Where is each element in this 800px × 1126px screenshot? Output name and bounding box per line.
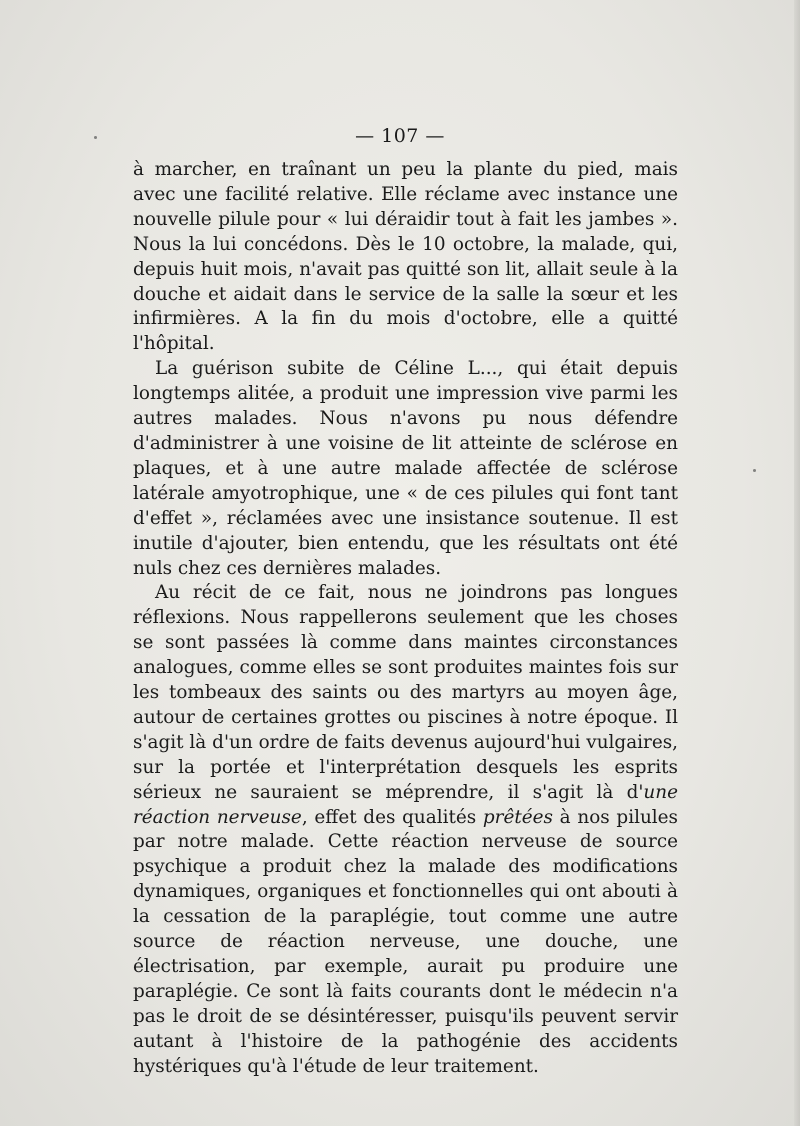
- page-edge: [794, 0, 800, 1126]
- text-run: La guérison subite de Céline L..., qui était depuis longtemps alitée, a produit une impression vive parmi les autres malades. Nous n'avons pu nous défendre d'administrer à une voisine de lit atteinte de sclérose en plaques, et à une autre malade affectée de sclérose latérale amyotrophique, une « de ces pilules qui font tant d'effet », réclamées avec une insistance soutenue. Il est inutile d'ajouter, bien entendu, que les résultats ont été nuls chez ces dernières malades.: [133, 358, 678, 579]
- ink-speck: [753, 469, 756, 472]
- page-number: — 107 —: [355, 125, 445, 147]
- text-run: à nos pilules par notre malade. Cette réaction nerveuse de source psychique a produit chez la malade des modifications dynamiques, organiques et fonctionnelles qui ont abouti à la cessation de la paraplégie, tout comme une autre source de réaction nerveuse, une douche, une électrisation, par exemple, aurait pu produire une paraplégie. Ce sont là faits courants dont le médecin n'a pas le droit de se désintéresser, puisqu'ils peuvent servir autant à l'histoire de la pathogénie des accidents hystériques qu'à l'étude de leur traitement.: [133, 806, 679, 1077]
- ink-speck: [94, 136, 97, 139]
- text-run: à marcher, en traînant un peu la plante du pied, mais avec une facilité relative. Elle réclame avec instance une nouvelle pilule pour « lui déraidir tout à fait les jambes ». Nous la lui concédons. Dès le 10 octobre, la malade, qui, depuis huit mois, n'avait pas quitté son lit, allait seule à la douche et aidait dans le service de la salle la sœur et les infirmières. A la fin du mois d'octobre, elle a quitté l'hôpital.: [133, 159, 678, 355]
- text-run: Au récit de ce fait, nous ne joindrons pas longues réflexions. Nous rappellerons seulement que les choses se sont passées là comme dans maintes circonstances analogues, comme elles se sont produites maintes fois sur les tombeaux des saints ou des martyrs au moyen âge, autour de certaines grottes ou piscines à notre époque. Il s'agit là d'un ordre de faits devenus aujourd'hui vulgaires, sur la portée et l'interprétation desquels les esprits sérieux ne sauraient se méprendre, il s'agit là d': [133, 582, 678, 803]
- text-run: , effet des qualités: [301, 806, 483, 828]
- paragraph: [133, 158, 678, 357]
- paragraph: [133, 357, 678, 581]
- paragraph: [133, 581, 678, 1079]
- italic-text: prêtées: [482, 806, 553, 828]
- body-text: [133, 158, 678, 1080]
- italic-text: une réaction nerveuse: [133, 781, 678, 828]
